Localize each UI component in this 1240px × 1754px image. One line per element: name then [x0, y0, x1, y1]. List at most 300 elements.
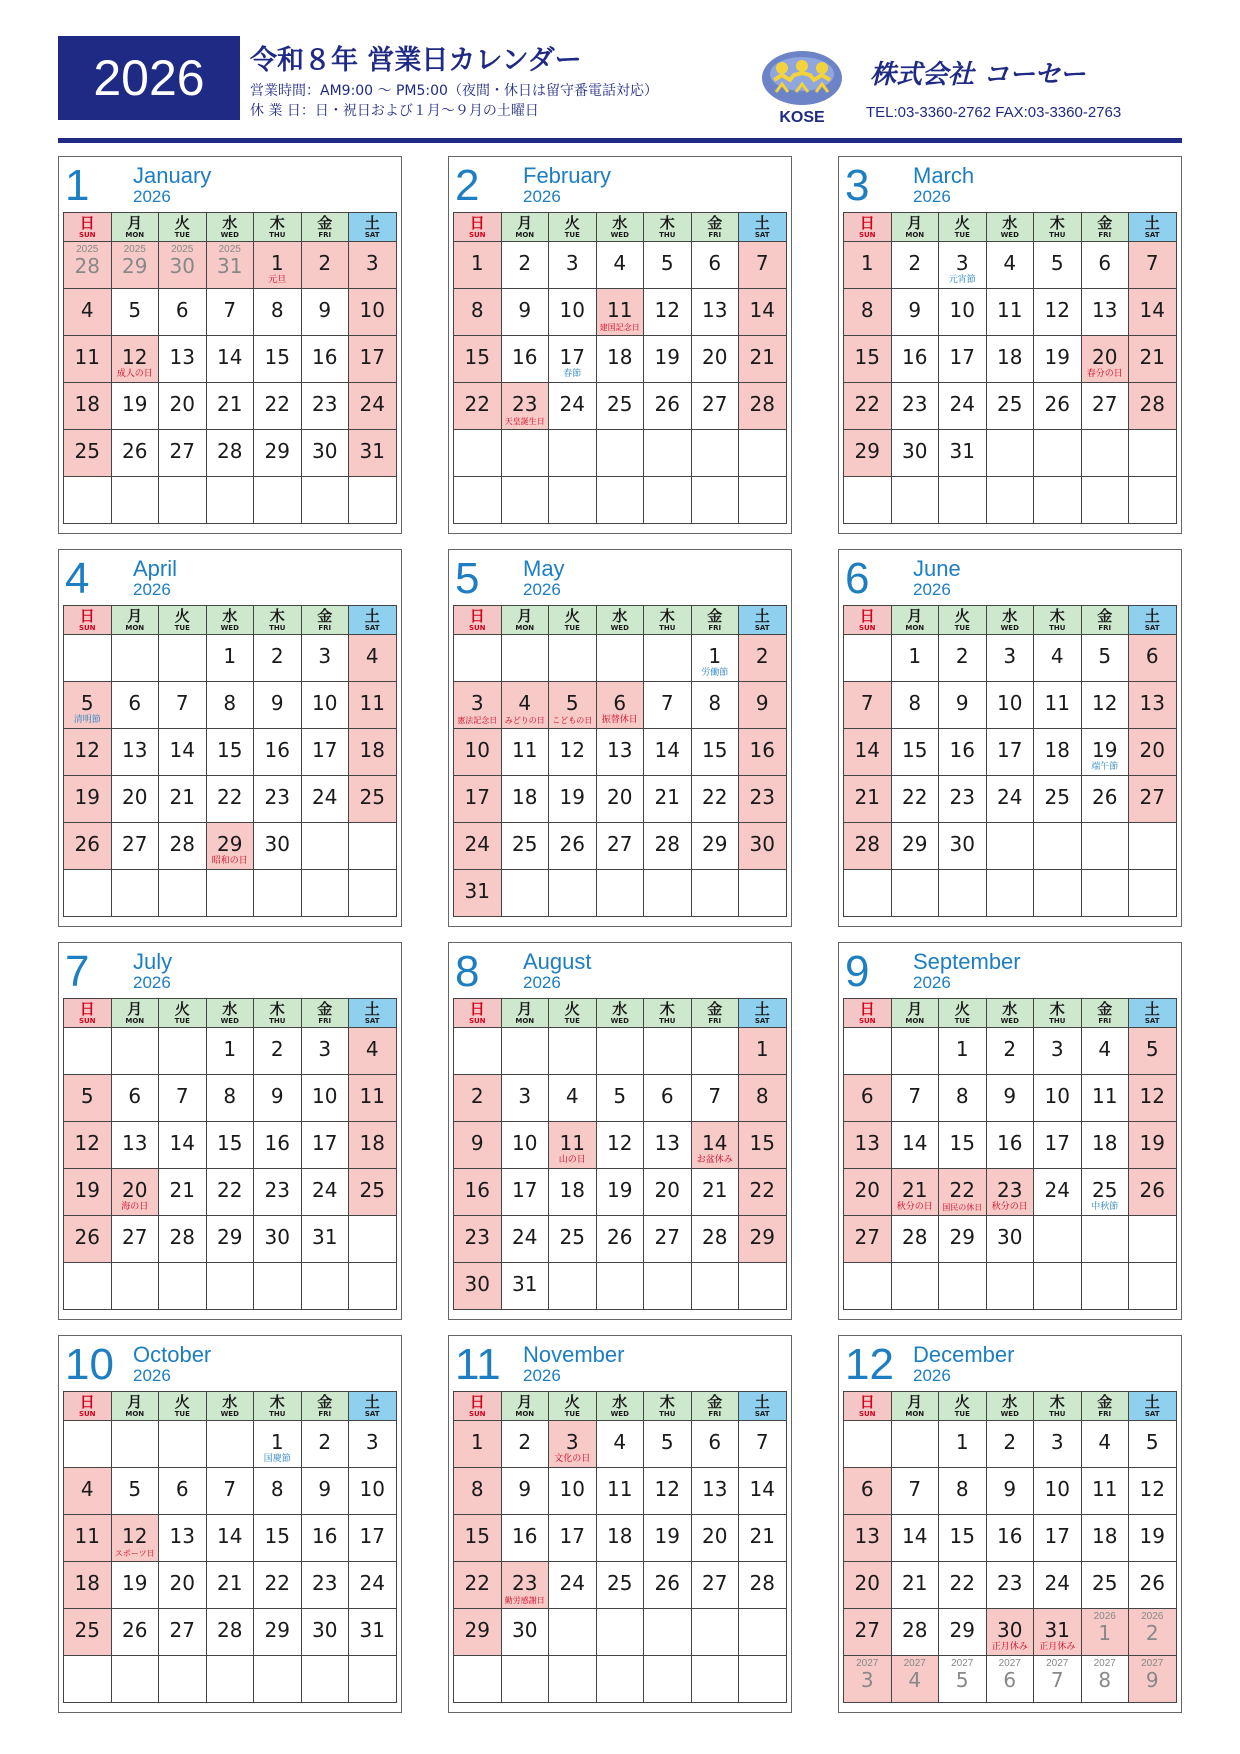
day-cell — [1081, 1216, 1129, 1263]
holiday-label: こどもの日 — [552, 716, 593, 725]
weekday-jp: 木 — [659, 999, 675, 1018]
day-number: 19 — [1139, 1524, 1165, 1548]
day-number: 24 — [312, 1178, 338, 1202]
weekday-en: WED — [1000, 230, 1019, 239]
day-cell — [1081, 870, 1129, 917]
day-cell — [549, 1515, 597, 1562]
week-row — [844, 823, 1177, 870]
day-cell — [691, 1609, 739, 1656]
weekday-header — [891, 606, 939, 635]
day-number: 29 — [854, 439, 880, 463]
holiday-label: 憲法記念日 — [457, 716, 498, 725]
day-cell — [739, 776, 787, 823]
day-number: 16 — [749, 738, 775, 762]
weekday-en: TUE — [174, 623, 190, 632]
week-row — [844, 336, 1177, 383]
weekday-en: SAT — [754, 1409, 770, 1418]
day-cell — [1034, 336, 1082, 383]
weekday-jp: 土 — [754, 999, 770, 1018]
day-cell — [644, 1075, 692, 1122]
day-number: 10 — [312, 691, 338, 715]
day-cell — [1034, 430, 1082, 477]
day-cell — [691, 1421, 739, 1468]
holiday-label: 秋分の日 — [896, 1202, 933, 1212]
day-cell — [596, 336, 644, 383]
weekday-jp: 月 — [517, 1392, 533, 1411]
day-cell — [986, 682, 1034, 729]
day-number: 25 — [74, 439, 100, 463]
day-number: 19 — [1092, 738, 1118, 762]
day-number: 2 — [270, 644, 284, 668]
day-cell — [844, 242, 892, 289]
weekday-en: WED — [220, 230, 239, 239]
day-number: 14 — [217, 1524, 243, 1548]
day-number: 1 — [1098, 1621, 1112, 1645]
day-number: 30 — [264, 832, 290, 856]
holiday-label: みどりの日 — [504, 716, 545, 725]
month-year: 2026 — [523, 187, 561, 206]
day-number: 23 — [464, 1225, 490, 1249]
day-cell — [159, 823, 207, 870]
day-cell — [301, 1075, 349, 1122]
day-number: 27 — [702, 1571, 728, 1595]
weekday-jp: 木 — [269, 999, 285, 1018]
weekday-en: SUN — [468, 623, 486, 632]
weekday-en: TUE — [174, 1016, 190, 1025]
day-cell — [1081, 776, 1129, 823]
day-cell — [64, 635, 112, 682]
day-number: 24 — [359, 1571, 385, 1595]
day-number: 18 — [74, 392, 100, 416]
day-number: 3 — [565, 251, 579, 275]
day-cell — [939, 1609, 987, 1656]
day-number: 23 — [264, 785, 290, 809]
weekday-en: THU — [659, 230, 676, 239]
day-cell — [549, 430, 597, 477]
weekday-en: FRI — [708, 623, 722, 632]
day-cell — [549, 1656, 597, 1703]
day-cell — [739, 1609, 787, 1656]
weekday-en: SAT — [364, 623, 380, 632]
weekday-header — [549, 999, 597, 1028]
day-number: 8 — [470, 1477, 484, 1501]
holiday-label: 元旦 — [268, 275, 287, 285]
day-number: 17 — [1044, 1524, 1070, 1548]
day-cell — [501, 336, 549, 383]
day-number: 7 — [860, 691, 874, 715]
day-cell — [454, 870, 502, 917]
day-cell — [1034, 1075, 1082, 1122]
day-cell — [986, 289, 1034, 336]
day-cell — [939, 682, 987, 729]
day-cell — [159, 289, 207, 336]
day-cell — [596, 1656, 644, 1703]
day-cell — [596, 1028, 644, 1075]
day-number: 13 — [854, 1131, 880, 1155]
day-number: 12 — [1092, 691, 1118, 715]
day-cell — [1081, 1263, 1129, 1310]
weekday-en: SAT — [364, 230, 380, 239]
weekday-en: FRI — [318, 1016, 332, 1025]
day-number: 11 — [359, 1084, 385, 1108]
day-number: 29 — [217, 832, 243, 856]
day-cell — [501, 1609, 549, 1656]
day-number: 5 — [613, 1084, 627, 1108]
day-cell — [501, 477, 549, 524]
day-number: 16 — [264, 1131, 290, 1155]
weekday-header — [844, 213, 892, 242]
week-row — [64, 1263, 397, 1310]
day-cell — [501, 1169, 549, 1216]
day-cell — [844, 729, 892, 776]
weekday-header — [891, 213, 939, 242]
day-cell — [254, 1075, 302, 1122]
day-number: 5 — [660, 251, 674, 275]
week-row — [64, 1169, 397, 1216]
day-number: 21 — [1139, 345, 1165, 369]
day-number: 3 — [518, 1084, 532, 1108]
day-cell — [891, 336, 939, 383]
day-cell — [1129, 1028, 1177, 1075]
weekday-header — [1034, 606, 1082, 635]
day-cell — [939, 823, 987, 870]
day-number: 24 — [949, 392, 975, 416]
weekday-header — [739, 606, 787, 635]
adjacent-year: 2027 — [1093, 1658, 1116, 1669]
day-number: 7 — [175, 1084, 189, 1108]
weekday-en: MON — [125, 1016, 145, 1025]
weekday-en: FRI — [318, 230, 332, 239]
day-cell — [939, 1028, 987, 1075]
month-header — [59, 550, 401, 606]
day-cell — [739, 477, 787, 524]
day-cell — [891, 870, 939, 917]
day-cell — [549, 242, 597, 289]
day-number: 14 — [749, 298, 775, 322]
day-cell — [596, 430, 644, 477]
adjacent-year: 2027 — [998, 1658, 1021, 1669]
day-cell — [891, 1028, 939, 1075]
weekday-header — [986, 213, 1034, 242]
day-cell — [254, 1656, 302, 1703]
weekday-header — [159, 213, 207, 242]
day-cell — [596, 289, 644, 336]
day-number: 26 — [1139, 1571, 1165, 1595]
weekday-header — [301, 606, 349, 635]
day-number: 24 — [312, 785, 338, 809]
day-number: 27 — [607, 832, 633, 856]
day-cell — [64, 1028, 112, 1075]
weekday-header — [1081, 606, 1129, 635]
day-number: 15 — [217, 1131, 243, 1155]
day-number: 8 — [470, 298, 484, 322]
day-cell — [644, 1122, 692, 1169]
week-row — [64, 430, 397, 477]
weekday-jp: 木 — [659, 213, 675, 232]
day-number: 20 — [702, 1524, 728, 1548]
day-cell — [349, 1515, 397, 1562]
day-cell — [159, 682, 207, 729]
day-number: 22 — [217, 1178, 243, 1202]
weekday-jp: 火 — [174, 999, 190, 1018]
day-cell — [501, 870, 549, 917]
week-row — [64, 336, 397, 383]
week-row — [844, 289, 1177, 336]
month-number: 6 — [845, 554, 870, 603]
day-number: 12 — [1139, 1084, 1165, 1108]
month-table — [63, 1391, 397, 1703]
week-row — [454, 1609, 787, 1656]
day-cell — [301, 682, 349, 729]
day-cell — [1081, 1122, 1129, 1169]
day-number: 14 — [902, 1131, 928, 1155]
day-number: 5 — [660, 1430, 674, 1454]
day-cell — [549, 336, 597, 383]
day-cell — [254, 430, 302, 477]
day-number: 2 — [955, 644, 969, 668]
day-cell — [111, 682, 159, 729]
day-number: 20 — [122, 785, 148, 809]
day-cell — [501, 729, 549, 776]
day-cell — [1129, 336, 1177, 383]
adjacent-year: 2025 — [218, 244, 241, 255]
day-number: 13 — [702, 1477, 728, 1501]
day-cell — [349, 1216, 397, 1263]
day-number: 21 — [902, 1571, 928, 1595]
day-cell — [301, 729, 349, 776]
week-row — [844, 1421, 1177, 1468]
day-cell — [454, 477, 502, 524]
day-number: 23 — [749, 785, 775, 809]
day-number: 23 — [264, 1178, 290, 1202]
weekday-en: FRI — [1098, 1409, 1112, 1418]
weekday-header — [549, 606, 597, 635]
day-cell — [301, 1216, 349, 1263]
day-number: 12 — [74, 1131, 100, 1155]
weekday-header — [111, 999, 159, 1028]
month-table — [63, 998, 397, 1310]
day-cell — [644, 1028, 692, 1075]
day-cell — [301, 1421, 349, 1468]
day-number: 23 — [312, 1571, 338, 1595]
weekday-en: FRI — [1098, 1016, 1112, 1025]
day-cell — [549, 289, 597, 336]
day-cell — [301, 870, 349, 917]
day-number: 20 — [654, 1178, 680, 1202]
day-cell — [1034, 1028, 1082, 1075]
weekday-header — [844, 606, 892, 635]
weekday-jp: 木 — [659, 606, 675, 625]
day-cell — [111, 477, 159, 524]
day-cell — [844, 1075, 892, 1122]
week-row — [454, 242, 787, 289]
day-number: 22 — [264, 392, 290, 416]
company-logo — [758, 48, 846, 126]
day-number: 16 — [264, 738, 290, 762]
weekday-en: SAT — [364, 1409, 380, 1418]
day-cell — [1129, 1075, 1177, 1122]
week-row — [454, 336, 787, 383]
week-row — [454, 477, 787, 524]
day-cell — [986, 1515, 1034, 1562]
day-number: 3 — [470, 691, 484, 715]
day-cell — [64, 1075, 112, 1122]
day-cell — [1034, 1656, 1082, 1703]
day-number: 4 — [1098, 1037, 1112, 1061]
day-cell — [691, 383, 739, 430]
day-number: 26 — [122, 1618, 148, 1642]
week-row — [454, 289, 787, 336]
day-number: 2 — [518, 251, 532, 275]
day-cell — [939, 1122, 987, 1169]
holiday-label: 成人の日 — [116, 369, 153, 379]
day-number: 3 — [365, 251, 379, 275]
weekday-en: MON — [905, 230, 925, 239]
day-cell — [111, 336, 159, 383]
weekday-en: SUN — [468, 1409, 486, 1418]
day-cell — [644, 1421, 692, 1468]
day-number: 5 — [955, 1668, 969, 1692]
day-cell — [111, 776, 159, 823]
day-number: 22 — [949, 1178, 975, 1202]
day-cell — [844, 1421, 892, 1468]
day-cell — [254, 1216, 302, 1263]
day-cell — [739, 1515, 787, 1562]
day-cell — [596, 1562, 644, 1609]
day-cell — [549, 1028, 597, 1075]
day-number: 29 — [949, 1618, 975, 1642]
day-cell — [739, 729, 787, 776]
day-number: 21 — [702, 1178, 728, 1202]
day-cell — [501, 823, 549, 870]
day-number: 9 — [1145, 1668, 1159, 1692]
weekday-jp: 火 — [954, 213, 970, 232]
day-cell — [986, 242, 1034, 289]
day-number: 30 — [512, 1618, 538, 1642]
day-cell — [349, 1028, 397, 1075]
day-cell — [111, 1075, 159, 1122]
day-cell — [549, 1169, 597, 1216]
day-number: 7 — [755, 251, 769, 275]
day-number: 27 — [122, 1225, 148, 1249]
day-cell — [501, 242, 549, 289]
holiday-label: 労働節 — [701, 668, 729, 678]
week-row — [454, 1263, 787, 1310]
day-cell — [1034, 1169, 1082, 1216]
weekday-jp: 金 — [317, 1392, 333, 1411]
day-number: 1 — [470, 1430, 484, 1454]
day-cell — [159, 1421, 207, 1468]
month-table — [843, 212, 1177, 524]
month-number: 10 — [65, 1340, 114, 1389]
month-header — [59, 943, 401, 999]
weekday-en: TUE — [954, 1016, 970, 1025]
weekday-jp: 金 — [1097, 1392, 1113, 1411]
day-cell — [206, 729, 254, 776]
day-number: 8 — [908, 691, 922, 715]
day-number: 31 — [217, 254, 243, 278]
day-cell — [1129, 383, 1177, 430]
day-number: 9 — [755, 691, 769, 715]
day-number: 25 — [559, 1225, 585, 1249]
holiday-label: 建国記念日 — [599, 323, 640, 332]
day-cell — [986, 383, 1034, 430]
day-cell — [349, 430, 397, 477]
day-cell — [111, 1468, 159, 1515]
weekday-en: SUN — [78, 230, 96, 239]
month-name: June — [913, 556, 961, 581]
day-number: 17 — [464, 785, 490, 809]
weekday-jp: 火 — [174, 213, 190, 232]
day-number: 7 — [223, 298, 237, 322]
holiday-label: 中秋節 — [1091, 1202, 1119, 1212]
day-cell — [501, 1122, 549, 1169]
day-cell — [739, 383, 787, 430]
weekday-header — [596, 213, 644, 242]
weekday-header — [454, 606, 502, 635]
day-cell — [454, 1562, 502, 1609]
weekday-en: FRI — [318, 1409, 332, 1418]
holiday-label: 正月休み — [1039, 1642, 1076, 1652]
weekday-en: THU — [659, 1016, 676, 1025]
day-number: 22 — [464, 392, 490, 416]
day-number: 28 — [749, 392, 775, 416]
weekday-header — [596, 606, 644, 635]
day-cell — [644, 1562, 692, 1609]
day-cell — [891, 477, 939, 524]
day-cell — [301, 776, 349, 823]
weekday-en: FRI — [1098, 230, 1112, 239]
weekday-jp: 木 — [269, 1392, 285, 1411]
day-cell — [454, 1515, 502, 1562]
weekday-jp: 月 — [127, 213, 143, 232]
day-cell — [454, 1122, 502, 1169]
month-year: 2026 — [133, 1366, 171, 1385]
weekday-header — [64, 213, 112, 242]
week-row — [64, 242, 397, 289]
day-cell — [549, 682, 597, 729]
day-cell — [159, 336, 207, 383]
day-number: 10 — [359, 298, 385, 322]
day-cell — [301, 1609, 349, 1656]
day-number: 9 — [908, 298, 922, 322]
weekday-header — [349, 999, 397, 1028]
day-number: 26 — [74, 1225, 100, 1249]
month-header — [449, 550, 791, 606]
day-cell — [349, 1263, 397, 1310]
day-cell — [644, 289, 692, 336]
day-cell — [454, 1075, 502, 1122]
day-cell — [349, 242, 397, 289]
day-number: 13 — [122, 738, 148, 762]
week-row — [454, 1169, 787, 1216]
weekday-jp: 木 — [1049, 213, 1065, 232]
day-number: 22 — [854, 392, 880, 416]
day-cell — [111, 729, 159, 776]
day-cell — [254, 870, 302, 917]
day-number: 2 — [270, 1037, 284, 1061]
weekday-jp: 土 — [1144, 213, 1160, 232]
day-number: 14 — [217, 345, 243, 369]
weekday-en: WED — [1000, 1409, 1019, 1418]
day-cell — [1129, 1468, 1177, 1515]
day-cell — [1034, 242, 1082, 289]
weekday-header — [454, 213, 502, 242]
day-cell — [64, 1169, 112, 1216]
day-number: 6 — [128, 1084, 142, 1108]
day-cell — [986, 1263, 1034, 1310]
weekday-jp: 金 — [707, 1392, 723, 1411]
